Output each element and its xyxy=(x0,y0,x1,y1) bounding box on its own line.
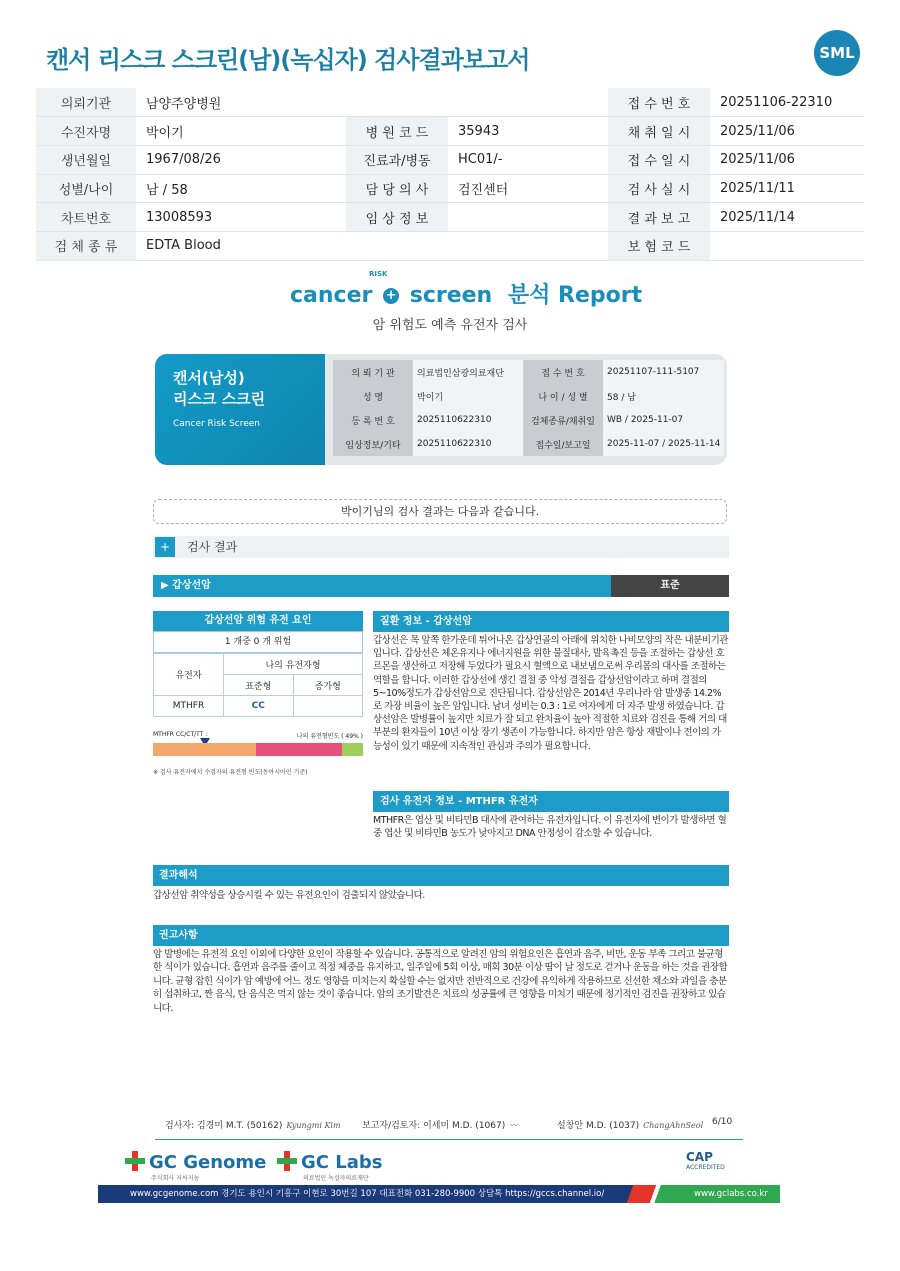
cell-label: 임 상 정 보 xyxy=(346,203,448,232)
risk-count: 1 개중 0 개 위험 xyxy=(153,631,363,653)
cancer-risk-screen-logo xyxy=(290,270,643,309)
card-title-1: 캔서(남성) xyxy=(173,369,245,387)
gene-name: MTHFR xyxy=(154,696,224,717)
genotype-table xyxy=(153,653,363,717)
footer-website: www.gclabs.co.kr xyxy=(688,1185,780,1203)
footer-address: www.gcgenome.com 경기도 용인시 기흥구 이현로 30번길 107 대표전화 031-280-9900 상담톡 https://gccs.channel.io/ xyxy=(130,1189,605,1199)
folder-plus-icon: + xyxy=(155,537,175,557)
brand-cancer: cancer xyxy=(290,283,373,308)
cap-accredited-logo xyxy=(686,1150,725,1171)
cell-label: 수진자명 xyxy=(36,117,136,146)
cell-label: 성별/나이 xyxy=(36,174,136,203)
freq-segment-tt xyxy=(342,743,363,756)
card-subtitle: Cancer Risk Screen xyxy=(173,419,261,429)
gc-labs-sub: 의료법인 녹십자의료재단 xyxy=(303,1175,369,1182)
cell-label: 의뢰기관 xyxy=(36,88,136,117)
cell-value: 2025/11/06 xyxy=(710,145,864,174)
cell-value: 35943 xyxy=(448,117,608,146)
reporter-signature xyxy=(362,1118,517,1131)
cell-label: 접 수 일 시 xyxy=(608,145,710,174)
table-row xyxy=(36,203,864,232)
recommendation-header: 권고사항 xyxy=(153,925,729,946)
cell-value: 1967/08/26 xyxy=(136,145,346,174)
table-row xyxy=(36,231,864,260)
col-gene: 유전자 xyxy=(154,654,224,696)
interpretation-text: 갑상선암 취약성을 상승시킬 수 있는 유전요인이 검출되지 않았습니다. xyxy=(153,890,425,901)
disease-info-header: 질환 정보 - 갑상선암 xyxy=(373,611,729,632)
brand-screen: screen xyxy=(409,283,493,308)
cell-value: 박이기 xyxy=(136,117,346,146)
cell-label: 검 사 실 시 xyxy=(608,174,710,203)
footer-stripe xyxy=(618,1185,688,1203)
risk-factor-box xyxy=(153,611,363,776)
cell-label: 담 당 의 사 xyxy=(346,174,448,203)
cell-label: 결 과 보 고 xyxy=(608,203,710,232)
cell-label: 병 원 코 드 xyxy=(346,117,448,146)
third-name: 설창안 M.D. (1037) xyxy=(557,1121,640,1131)
table-row xyxy=(154,696,363,717)
cell-value: 2025110622310 xyxy=(413,408,523,432)
interpretation-header: 결과해석 xyxy=(153,865,729,886)
reporter-name: 보고자/검토자: 이세미 M.D. (1067) xyxy=(362,1121,506,1131)
cell-label: 접 수 번 호 xyxy=(523,360,603,384)
cell-value: 20251107-111-5107 xyxy=(603,360,724,384)
summary-card xyxy=(155,354,727,465)
thyroid-cancer-bar xyxy=(153,575,729,597)
cell-label: 생년월일 xyxy=(36,145,136,174)
risk-header: 갑상선암 위험 유전 요인 xyxy=(153,611,363,631)
cell-label: 등 록 번 호 xyxy=(333,408,413,432)
cell-label: 보 험 코 드 xyxy=(608,231,710,260)
table-row xyxy=(333,408,724,432)
gc-genome-logo xyxy=(125,1151,267,1182)
cell-value: HC01/- xyxy=(448,145,608,174)
result-notice: 박이기님의 검사 결과는 다음과 같습니다. xyxy=(153,499,727,524)
cell-label: 진료과/병동 xyxy=(346,145,448,174)
gene-info-header: 검사 유전자 정보 - MTHFR 유전자 xyxy=(373,791,729,812)
freq-note: ※ 검사 유전자에서 수검자의 유전형 빈도(동아시아인 기준) xyxy=(153,769,308,776)
cap-sub: ACCREDITED xyxy=(686,1164,725,1171)
table-row xyxy=(333,432,724,456)
cell-label: 임상정보/기타 xyxy=(333,432,413,456)
tester-name: 검사자: 김경미 M.T. (50162) xyxy=(165,1121,283,1131)
increase-value xyxy=(293,696,363,717)
cell-value: 2025110622310 xyxy=(413,432,523,456)
cell-label: 채 취 일 시 xyxy=(608,117,710,146)
cell-label: 접 수 번 호 xyxy=(608,88,710,117)
cell-value xyxy=(448,203,608,232)
cell-value: 2025/11/06 xyxy=(710,117,864,146)
cell-value: 박이기 xyxy=(413,384,523,408)
cell-value: 20251106-22310 xyxy=(710,88,864,117)
report-subtitle: 암 위험도 예측 유전자 검사 xyxy=(372,318,528,333)
genotype-frequency-bar xyxy=(153,743,363,756)
cell-value: 58 / 남 xyxy=(603,384,724,408)
gc-genome-name: GC Genome xyxy=(149,1152,267,1173)
plus-icon: + xyxy=(383,288,399,304)
gene-info-text: MTHFR은 엽산 및 비타민B 대사에 관여하는 유전자입니다. 이 유전자에 변이가 발생하면 혈중 엽산 및 비타민B 농도가 낮아지고 DNA 안정성이 감소할 수 있습니다. xyxy=(373,815,727,840)
table-row xyxy=(154,654,363,675)
table-row xyxy=(333,384,724,408)
table-row xyxy=(36,117,864,146)
freq-label-left: MTHFR CC/CT/TT : xyxy=(153,731,208,738)
freq-segment-ct xyxy=(256,743,342,756)
gc-labs-logo xyxy=(277,1151,383,1182)
table-row xyxy=(36,174,864,203)
recommendation-text: 암 발병에는 유전적 요인 이외에 다양한 요인이 작용할 수 있습니다. 공통적으로 알려진 암의 위험요인은 흡연과 음주, 비만, 운동 부족 그리고 불균형한 식이가 있습니다. 흡연과 음주를 줄이고 적정 체중을 유지하고, 일주일에 5회 이상, 매회 30분 이상 땀이 날 정도로 걷거나 운동을 하는 것을 권장합니다. 균형 잡힌 식이가 암 예방에 어느 정도 영향을 미치는지 확실할 수는 없지만 전반적으로 건강에 유익하게 작용하므로 신선한 채소와 과일을 충분히 섭취하고, 짠 음식, 탄 음식은 먹지 않는 것이 좋습니다. 암의 조기발견은 치료의 성공률에 큰 영향을 미치기 때문에 정기적인 검진을 권장하고 있습니다. xyxy=(153,949,728,1014)
footer-bar xyxy=(98,1185,780,1203)
freq-segment-cc xyxy=(153,743,256,756)
gc-cross-icon xyxy=(125,1151,145,1171)
brand-report: 분석 Report xyxy=(507,283,643,308)
tester-sig-image: Kyungmi Kim xyxy=(286,1121,341,1130)
disease-info-text: 갑상선은 목 앞쪽 한가운데 튀어나온 갑상연골의 아래에 위치한 나비모양의 작은 내분비기관입니다. 갑상선은 체온유지나 에너지원을 위한 물질대사, 발육촉진 등을 조절하는 갑상선 호르몬을 생산하고 저장해 두었다가 필요시 혈액으로 내보냄으로써 우리몸의 대사를 조절하는 역할을 합니다. 이러한 갑상선에 생긴 결절 중 악성 결절을 갑상선암이라고 하며 결절의 5~10%정도가 갑상선암으로 진단됩니다. 갑상선암은 2014년 우리나라 암 발생중 14.2%로 가장 비율이 높은 암입니다. 남녀 성비는 0.3 : 1로 여자에게 더 자주 발생 하였습니다. 갑상선암은 발병률이 높지만 치료가 잘 되고 완치율이 높아 적절한 치료와 검진을 통해 거의 대부분의 환자들이 10년 이상 장기 생존이 가능합니다. 하지만 암은 항상 재발이나 전이의 가능성이 있기 때문에 지속적인 관심과 주의가 필요합니다. xyxy=(373,635,728,752)
col-my-genotype: 나의 유전자형 xyxy=(224,654,363,675)
col-increase: 증가형 xyxy=(293,675,363,696)
brand-risk: RISK xyxy=(369,270,388,278)
cell-label: 접수일/보고일 xyxy=(523,432,603,456)
cell-value: 2025/11/11 xyxy=(710,174,864,203)
section-header xyxy=(153,536,729,558)
page-number: 6/10 xyxy=(712,1117,733,1127)
status-badge: 표준 xyxy=(611,575,729,597)
cell-value: 2025-11-07 / 2025-11-14 xyxy=(603,432,724,456)
cell-label: 검체종류/채취일 xyxy=(523,408,603,432)
cell-value xyxy=(710,231,864,260)
section-title: 검사 결과 xyxy=(187,540,238,554)
third-signature xyxy=(557,1118,703,1131)
page-title: 캔서 리스크 스크린(남)(녹십자) 검사결과보고서 xyxy=(46,46,530,74)
cell-label: 차트번호 xyxy=(36,203,136,232)
standard-value: CC xyxy=(224,696,294,717)
gc-labs-name: GC Labs xyxy=(301,1152,383,1173)
freq-label-right: 나의 유전형빈도 ( 49% ) xyxy=(296,733,363,740)
divider xyxy=(155,1139,743,1140)
col-standard: 표준형 xyxy=(224,675,294,696)
card-title-2: 리스크 스크린 xyxy=(173,390,266,408)
cell-label: 검 체 종 류 xyxy=(36,231,136,260)
patient-info-table xyxy=(36,88,864,261)
cell-value: 의료법인삼광의료재단 xyxy=(413,360,523,384)
table-row xyxy=(36,88,864,117)
reporter-sig-image: 〰 xyxy=(509,1121,518,1130)
cap-name: CAP xyxy=(686,1150,713,1164)
cell-value: WB / 2025-11-07 xyxy=(603,408,724,432)
third-sig-image: ChangAhnSeol xyxy=(643,1121,704,1130)
gc-genome-sub: 주식회사 지씨지놈 xyxy=(151,1175,200,1182)
cell-label: 의 뢰 기 관 xyxy=(333,360,413,384)
cell-value: 검진센터 xyxy=(448,174,608,203)
cell-label: 나 이 / 성 별 xyxy=(523,384,603,408)
cell-value: EDTA Blood xyxy=(136,231,608,260)
sml-logo: SML xyxy=(814,30,860,76)
cell-value: 남 / 58 xyxy=(136,174,346,203)
cell-value: 남양주양병원 xyxy=(136,88,608,117)
tester-signature xyxy=(165,1118,341,1131)
card-info-table xyxy=(333,360,724,456)
thyroid-label: ▶ 갑상선암 xyxy=(153,575,611,597)
card-title-panel xyxy=(155,354,325,465)
gc-cross-icon xyxy=(277,1151,297,1171)
table-row xyxy=(333,360,724,384)
cell-label: 성 명 xyxy=(333,384,413,408)
cell-value: 2025/11/14 xyxy=(710,203,864,232)
cell-value: 13008593 xyxy=(136,203,346,232)
table-row xyxy=(36,145,864,174)
